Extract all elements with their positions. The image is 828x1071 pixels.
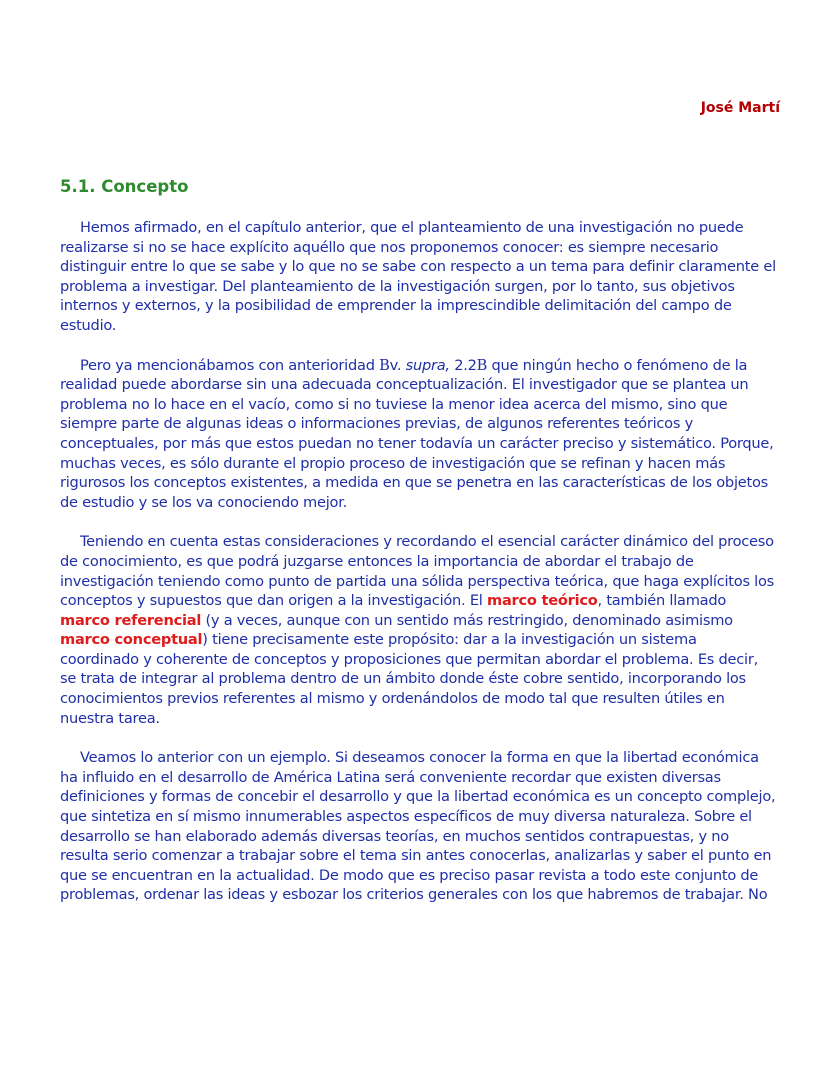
reference-close-mark: B: [476, 356, 488, 374]
term-marco-conceptual: marco conceptual: [60, 631, 203, 649]
paragraph-2-text-after: que ningún hecho o fenómeno de la realidad puede abordarse sin una adecuada conceptualización. El investigador que se plantea un problema no lo hace en el vacío, como si no tuviese la menor idea acerca del mismo, sino que siempre parte de algunas ideas o informaciones previas, de algunos referentes teóricos y conceptuales, por más que estos puedan no tener todavía un carácter preciso y sistemático. Porque, muchas veces, es sólo durante el propio proceso de investigación que se refinan y hacen más rigurosos los conceptos existentes, a medida en que se penetra en las características de los objetos de estudio y se los va conociendo mejor.: [60, 356, 774, 511]
section-heading: 5.1. Concepto: [60, 177, 189, 196]
paragraph-3-part-2: , también llamado: [597, 592, 727, 610]
term-marco-referencial: marco referencial: [60, 611, 202, 629]
paragraph-2-text-before: Pero ya mencionábamos con anterioridad: [80, 356, 380, 374]
document-body: [60, 218, 776, 925]
term-marco-teorico: marco teórico: [487, 592, 598, 610]
paragraph-3-part-3: (y a veces, aunque con un sentido más restringido, denominado asimismo: [201, 611, 733, 629]
reference-italic: supra,: [405, 356, 450, 374]
reference-prefix: v.: [389, 356, 406, 374]
paragraph-3: [60, 532, 776, 728]
paragraph-2: [60, 356, 776, 513]
paragraph-3-part-4: ) tiene precisamente este propósito: dar a la investigación un sistema coordinado y coherente de conceptos y proposiciones que permitan abordar el problema. Es decir, se trata de integrar al problema dentro de un ámbito donde éste cobre sentido, incorporando los conocimientos previos referentes al mismo y ordenándolos de modo tal que resulten útiles en nuestra tarea.: [60, 631, 758, 727]
paragraph-4: Veamos lo anterior con un ejemplo. Si deseamos conocer la forma en que la libertad económica ha influido en el desarrollo de América Latina será conveniente recordar que existen diversas definiciones y formas de concebir el desarrollo y que la libertad económica es un concepto complejo, que sintetiza en sí mismo innumerables aspectos específicos de muy diversa naturaleza. Sobre el desarrollo se han elaborado además diversas teorías, en muchos sentidos contrapuestas, y no resulta serio comenzar a trabajar sobre el tema sin antes conocerlas, analizarlas y saber el punto en que se encuentran en la actualidad. De modo que es preciso pasar revista a todo este conjunto de problemas, ordenar las ideas y esbozar los criterios generales con los que habremos de trabajar. No: [60, 749, 776, 904]
header-author: José Martí: [700, 100, 780, 116]
reference-open-mark: B: [379, 356, 390, 374]
paragraph-3-part-1: Teniendo en cuenta estas consideraciones y recordando el esencial carácter dinámico del proceso de conocimiento, es que podrá juzgarse entonces la importancia de abordar el trabajo de investigación teniendo como punto de partida una sólida perspectiva teórica, que haga explícitos los conceptos y supuestos que dan origen a la investigación. El: [60, 533, 775, 610]
reference-section: 2.2: [449, 356, 477, 374]
paragraph-1: Hemos afirmado, en el capítulo anterior, que el planteamiento de una investigación no puede realizarse si no se hace explícito aquéllo que nos proponemos conocer: es siempre necesario distinguir entre lo que se sabe y lo que no se sabe con respecto a un tema para definir claramente el problema a investigar. Del planteamiento de la investigación surgen, por lo tanto, sus objetivos internos y externos, y la posibilidad de emprender la imprescindible delimitación del campo de estudio.: [60, 219, 776, 334]
